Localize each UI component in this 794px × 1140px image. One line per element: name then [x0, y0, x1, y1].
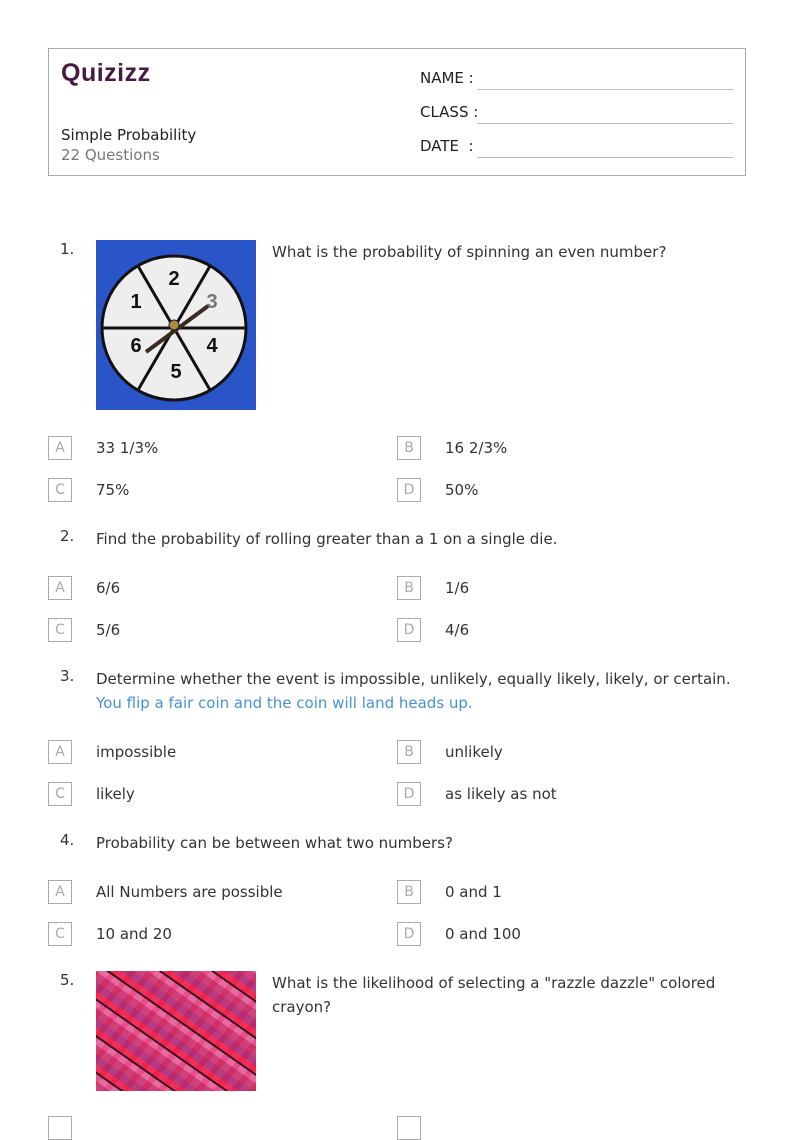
option-b-box[interactable]: B — [397, 436, 421, 460]
option-c-box[interactable]: C — [48, 922, 72, 946]
option-text: 0 and 1 — [445, 883, 502, 901]
date-label: DATE : — [420, 137, 474, 155]
svg-text:5: 5 — [170, 361, 182, 383]
option-text: 33 1/3% — [96, 439, 159, 457]
option-d-box[interactable]: D — [397, 618, 421, 642]
option-text: All Numbers are possible — [96, 883, 283, 901]
class-label: CLASS : — [420, 103, 479, 121]
option-text: 10 and 20 — [96, 925, 172, 943]
svg-text:4: 4 — [206, 335, 218, 357]
svg-text:6: 6 — [130, 335, 142, 357]
option-text: 6/6 — [96, 579, 121, 597]
worksheet-title: Simple Probability — [61, 126, 197, 144]
option-text: 0 and 100 — [445, 925, 521, 943]
option-text: 50% — [445, 481, 479, 499]
question-text: Determine whether the event is impossible, unlikely, equally likely, likely, or certain. You flip a fair coin and the coin will land heads up. — [96, 670, 731, 712]
option-a-box[interactable]: A — [48, 576, 72, 600]
option-c-box[interactable]: C — [48, 478, 72, 502]
option-b-box[interactable] — [397, 1116, 421, 1140]
option-d-box[interactable]: D — [397, 922, 421, 946]
option-text: as likely as not — [445, 785, 557, 803]
question-text: What is the likelihood of selecting a "razzle dazzle" colored crayon? — [272, 974, 716, 1016]
question-count: 22 Questions — [61, 146, 160, 164]
question-number: 4. — [60, 831, 75, 849]
option-a-box[interactable]: A — [48, 880, 72, 904]
option-text: impossible — [96, 743, 177, 761]
option-text: 5/6 — [96, 621, 121, 639]
worksheet-header — [48, 48, 746, 176]
class-field[interactable] — [477, 123, 733, 124]
question-number: 1. — [60, 240, 75, 258]
name-field[interactable] — [477, 89, 733, 90]
svg-text:2: 2 — [168, 268, 180, 290]
option-a-box[interactable]: A — [48, 436, 72, 460]
option-b-box[interactable]: B — [397, 880, 421, 904]
date-field[interactable] — [477, 157, 733, 158]
option-a-box[interactable]: A — [48, 740, 72, 764]
question-text: Probability can be between what two numbers? — [96, 834, 453, 852]
option-b-box[interactable]: B — [397, 576, 421, 600]
question-highlight: You flip a fair coin and the coin will land heads up. — [96, 694, 473, 712]
option-d-box[interactable]: D — [397, 478, 421, 502]
option-d-box[interactable]: D — [397, 782, 421, 806]
option-c-box[interactable]: C — [48, 782, 72, 806]
option-text: 1/6 — [445, 579, 470, 597]
option-a-box[interactable] — [48, 1116, 72, 1140]
svg-text:3: 3 — [206, 291, 218, 313]
option-text: 4/6 — [445, 621, 470, 639]
question-text: Find the probability of rolling greater than a 1 on a single die. — [96, 530, 558, 548]
quizizz-logo: Quizizz — [61, 59, 151, 87]
option-text: 75% — [96, 481, 130, 499]
crayons-image — [96, 971, 256, 1091]
option-b-box[interactable]: B — [397, 740, 421, 764]
question-number: 5. — [60, 971, 75, 989]
svg-text:1: 1 — [130, 291, 142, 313]
question-number: 2. — [60, 527, 75, 545]
spinner-image — [96, 240, 256, 410]
question-text: What is the probability of spinning an even number? — [272, 243, 667, 261]
question-number: 3. — [60, 667, 75, 685]
name-label: NAME : — [420, 69, 474, 87]
option-c-box[interactable]: C — [48, 618, 72, 642]
option-text: unlikely — [445, 743, 503, 761]
option-text: 16 2/3% — [445, 439, 508, 457]
option-text: likely — [96, 785, 135, 803]
